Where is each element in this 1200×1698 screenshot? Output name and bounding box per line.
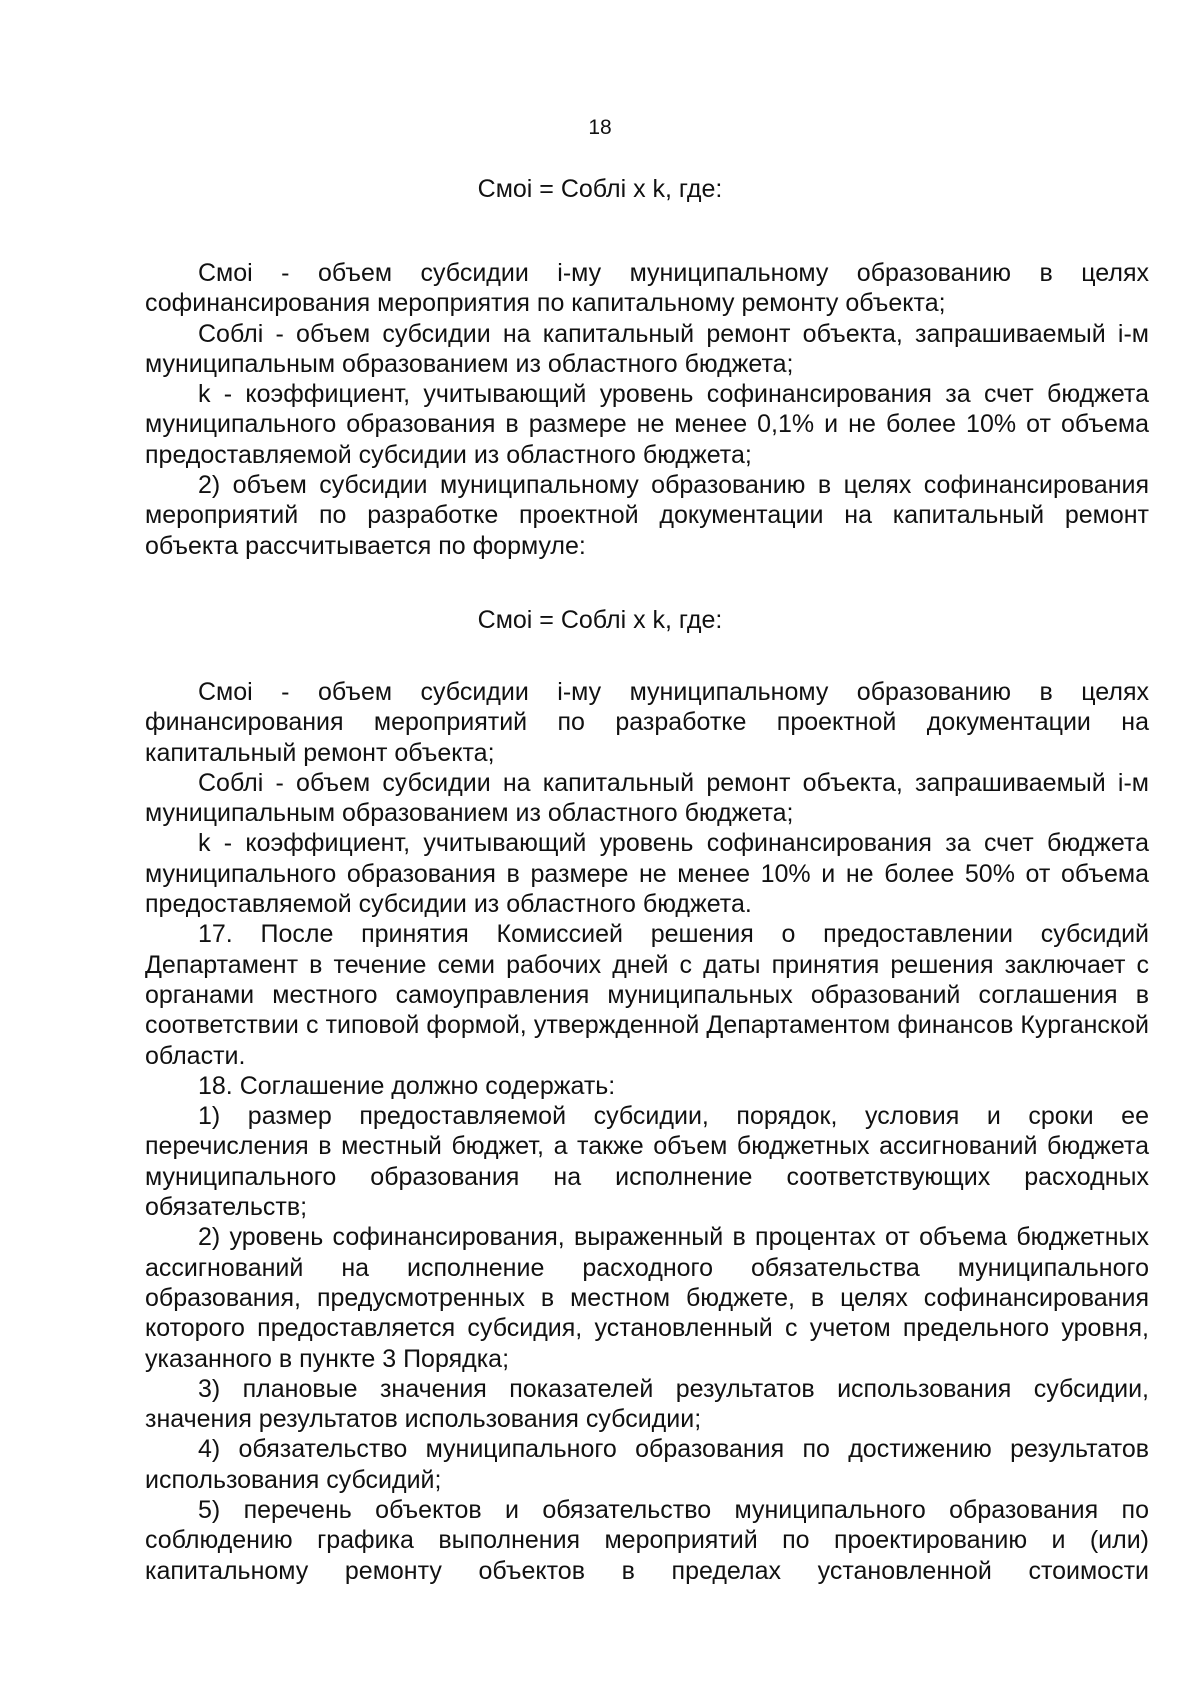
page-number: 18 bbox=[588, 116, 612, 139]
text-block-1 bbox=[145, 258, 1149, 561]
paragraph-sobli-definition-2: Соблi - объем субсидии на капитальный ремонт объекта, запрашиваемый i-м муниципальным образованием из областного бюджета; bbox=[145, 768, 1149, 828]
paragraph-clause-18-item-3: 3) плановые значения показателей результатов использования субсидии, значения результатов использования субсидии; bbox=[145, 1374, 1149, 1434]
paragraph-smoi-definition-2: Смоi - объем субсидии i-му муниципальному образованию в целях финансирования мероприятий по разработке проектной документации на капитальный ремонт объекта; bbox=[145, 678, 1149, 767]
text-block-2 bbox=[145, 677, 1149, 1586]
paragraph-clause-18-item-5: 5) перечень объектов и обязательство муниципального образования по соблюдению графика выполнения мероприятий по проектированию и (или) капитальному ремонту объектов в пределах установленной стоимости bbox=[145, 1496, 1149, 1585]
paragraph-clause-18-item-4: 4) обязательство муниципального образования по достижению результатов использования субсидий; bbox=[145, 1435, 1149, 1494]
paragraph-item-2: 2) объем субсидии муниципальному образованию в целях софинансирования мероприятий по разработке проектной документации на капитальный ремонт объекта рассчитывается по формуле: bbox=[145, 471, 1149, 560]
paragraph-k-definition: k - коэффициент, учитывающий уровень софинансирования за счет бюджета муниципального образования в размере не менее 0,1% и не более 10% от объема предоставляемой субсидии из областного бюджета; bbox=[145, 380, 1149, 469]
formula-heading-2: Смоi = Соблi x k, где: bbox=[477, 606, 723, 634]
paragraph-k-definition-2: k - коэффициент, учитывающий уровень софинансирования за счет бюджета муниципального образования в размере не менее 10% и не более 50% от объема предоставляемой субсидии из областного бюджета. bbox=[145, 829, 1149, 919]
paragraph-sobli-definition: Соблi - объем субсидии на капитальный ремонт объекта, запрашиваемый i-м муниципальным образованием из областного бюджета; bbox=[145, 319, 1149, 378]
paragraph-smoi-definition: Смоi - объем субсидии i-му муниципальному образованию в целях софинансирования мероприятия по капитальному ремонту объекта; bbox=[145, 259, 1149, 318]
paragraph-clause-17: 17. После принятия Комиссией решения о предоставлении субсидий Департамент в течение семи рабочих дней с даты принятия решения заключает с органами местного самоуправления муниципальных образований соглашения в соответствии с типовой формой, утвержденной Департаментом финансов Курганской области. bbox=[145, 920, 1149, 1070]
paragraph-clause-18-item-1: 1) размер предоставляемой субсидии, порядок, условия и сроки ее перечисления в местный бюджет, а также объем бюджетных ассигнований бюджета муниципального образования на исполнение соответствующих расходных обязательств; bbox=[145, 1102, 1149, 1222]
paragraph-clause-18: 18. Соглашение должно содержать: bbox=[198, 1071, 616, 1100]
paragraph-clause-18-item-2: 2) уровень софинансирования, выраженный в процентах от объема бюджетных ассигнований на исполнение расходного обязательства муниципального образования, предусмотренных в местном бюджете, в целях софинансирования которого предоставляется субсидия, установленный с учетом предельного уровня, указанного в пункте 3 Порядка; bbox=[145, 1223, 1149, 1373]
formula-heading: Смоi = Соблi x k, где: bbox=[477, 175, 723, 203]
